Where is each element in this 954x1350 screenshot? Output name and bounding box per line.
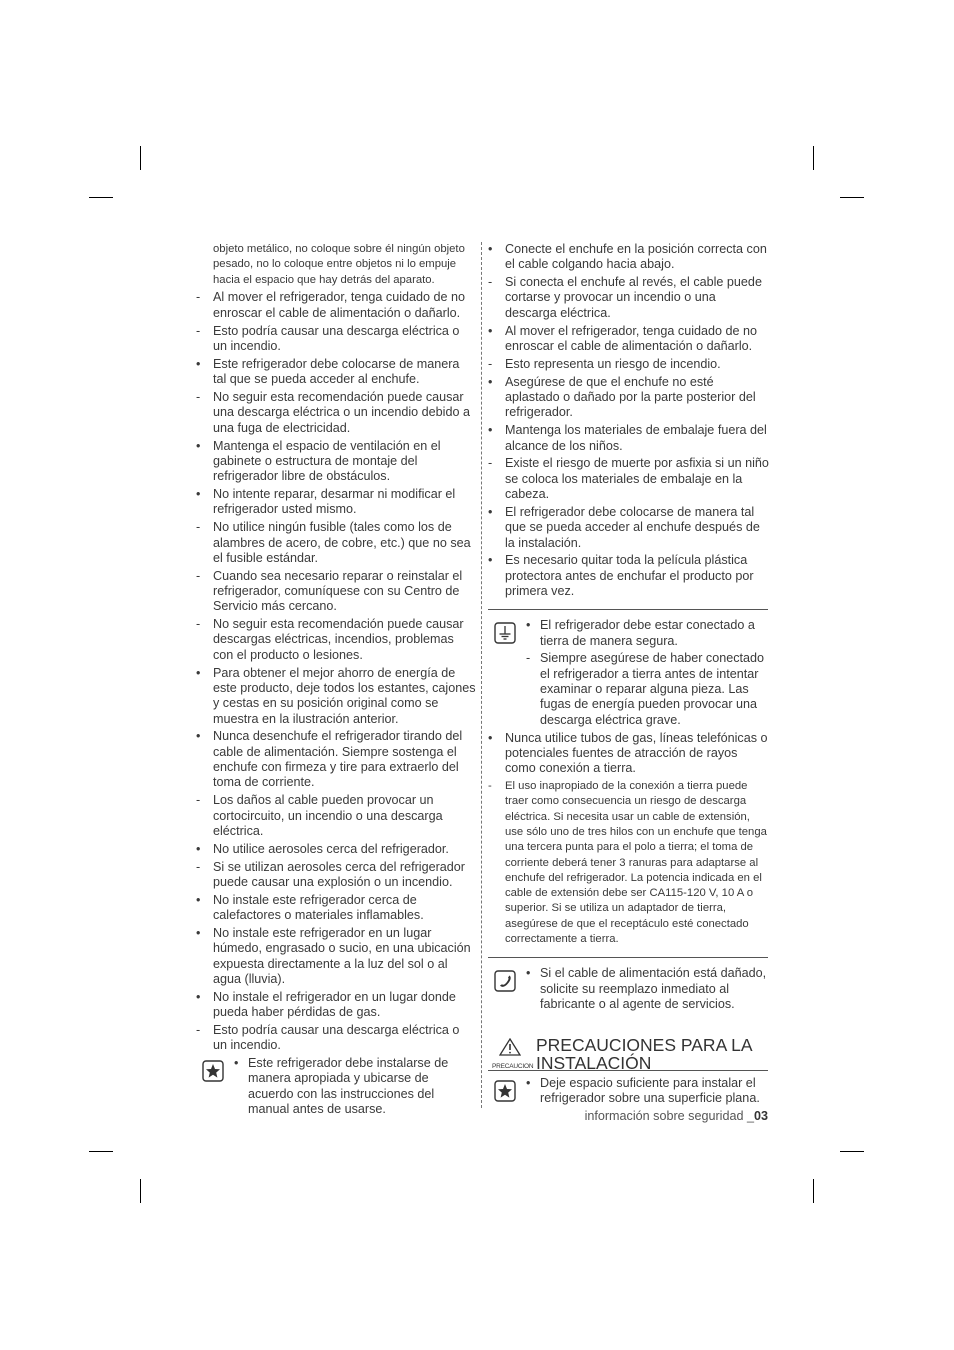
bullet-mark: • (488, 242, 493, 256)
bullet-mark: • (196, 729, 201, 744)
crop-mark (840, 1151, 864, 1152)
list-item-text: objeto metálico, no coloque sobre él ningún objeto pesado, no lo coloque entre objetos ni lo empuje hacia el espacio que hay detrás del aparato. (213, 243, 465, 286)
bullet-mark: • (526, 1076, 531, 1091)
list-item-text: Conecte el enchufe en la posición correcta con el cable colgando hacia abajo. (505, 242, 767, 272)
section-title-line1: PRECAUCIONES PARA LA (536, 1035, 753, 1056)
list-item (196, 290, 476, 321)
list-item-text: Cuando sea necesario reparar o reinstalar el refrigerador, comuníquese con su Centro de Servicio más cercano. (213, 568, 463, 614)
phone-box (488, 966, 770, 1012)
bullet-mark: • (196, 665, 201, 680)
list-item-text: No seguir esta recomendación puede causar una descarga eléctrica o un incendio debido a una fuga de electricidad. (213, 390, 470, 435)
footer-label: información sobre seguridad _ (584, 1109, 754, 1123)
right-item-list (488, 242, 770, 599)
ground-subitem (526, 651, 770, 727)
crop-mark (840, 197, 864, 198)
dash-mark: - (196, 323, 201, 338)
right-column (488, 242, 770, 1109)
section-title (536, 1036, 753, 1072)
bullet-mark: • (488, 374, 493, 389)
crop-mark (813, 1179, 814, 1203)
list-item-text: Asegúrese de que el enchufe no esté aplastado o dañado por la parte posterior del refrigerador. (505, 374, 756, 420)
list-item-text: Esto representa un riesgo de incendio. (505, 356, 721, 371)
list-item-text: El uso inapropiado de la conexión a tierra puede traer como consecuencia un riesgo de descarga eléctrica. Si necesita usar un cable de extensión, use sólo uno de tres hilos con un enchufe que tenga una tercera punta para el polo a tierra; el toma de corriente deberá tener 3 ranuras para adaptarse al enchufe del refrigerador. La potencia indicada en el cable de extensión debe ser CA115-120 V, 10 A o superior. Si se utiliza un adaptador de tierra, asegúrese de que el receptáculo esté conectado correctamente a tierra. (505, 780, 767, 945)
dash-mark: - (196, 390, 201, 405)
ground-text: El refrigerador debe estar conectado a tierra de manera segura. (540, 618, 755, 648)
list-item-text: Nunca utilice tubos de gas, líneas telefónicas o potenciales fuentes de atracción de rayos como conexión a tierra. (505, 730, 768, 776)
dash-mark: - (196, 520, 201, 535)
list-item (196, 439, 476, 485)
list-item-text: Existe el riesgo de muerte por asfixia si un niño se coloca los materiales de embalaje en la cabeza. (505, 456, 769, 502)
bullet-mark: • (196, 487, 201, 502)
note-item (234, 1056, 476, 1117)
list-item (488, 731, 770, 777)
list-item (196, 860, 476, 891)
section-header (488, 1035, 770, 1074)
bullet-mark: • (234, 1056, 239, 1071)
section-rule (488, 609, 768, 610)
dash-mark: - (196, 290, 201, 305)
crop-mark (89, 197, 113, 198)
list-item (196, 666, 476, 727)
list-item-text: No instale este refrigerador cerca de calefactores o materiales inflamables. (213, 892, 424, 923)
phone-icon (494, 970, 516, 992)
bullet-mark: • (196, 841, 201, 856)
install-text: Deje espacio suficiente para instalar el refrigerador sobre una superficie plana. (540, 1076, 760, 1106)
bullet-mark: • (488, 423, 493, 438)
caution-badge (492, 1038, 534, 1075)
bullet-mark: • (526, 618, 531, 633)
list-item (196, 324, 476, 355)
star-note-icon (494, 1080, 516, 1102)
phone-text: Si el cable de alimentación está dañado, solicite su reemplazo inmediato al fabricante o al agente de servicios. (540, 966, 767, 1011)
list-item (488, 505, 770, 551)
list-item-text: Al mover el refrigerador, tenga cuidado de no enroscar el cable de alimentación o dañarlo. (505, 323, 758, 353)
bullet-mark: • (488, 323, 493, 338)
bullet-mark: • (196, 892, 201, 907)
list-item (488, 324, 770, 355)
dash-mark: - (196, 793, 201, 808)
bullet-mark: • (196, 356, 201, 371)
list-item (196, 487, 476, 518)
list-item (488, 375, 770, 421)
star-note-icon (202, 1060, 224, 1082)
dash-mark: - (196, 1022, 201, 1037)
section-rule (488, 957, 768, 958)
list-item (196, 793, 476, 839)
list-item (488, 423, 770, 454)
list-item (196, 990, 476, 1021)
list-item (196, 893, 476, 924)
list-item-text: Mantenga los materiales de embalaje fuera del alcance de los niños. (505, 423, 767, 453)
list-item-text: Para obtener el mejor ahorro de energía de este producto, deje todos los estantes, cajones y cestas en su posición original como se muestra en la ilustración anterior. (213, 665, 476, 726)
crop-mark (140, 146, 141, 170)
list-item (196, 1023, 476, 1054)
list-item-text: No intente reparar, desarmar ni modificar el refrigerador usted mismo. (213, 487, 456, 517)
list-item-text: No seguir esta recomendación puede causar descargas eléctricas, incendios, problemas con el producto o lesiones. (213, 617, 464, 662)
list-item (196, 617, 476, 663)
list-item-text: Mantenga el espacio de ventilación en el gabinete o estructura de montaje del refrigerador libre de obstáculos. (213, 438, 441, 484)
ground-icon (494, 622, 516, 644)
dash-mark: - (196, 568, 201, 583)
list-item-text: No utilice ningún fusible (tales como los de alambres de acero, de cobre, etc.) que no sea el fusible estándar. (213, 520, 471, 565)
bullet-mark: • (196, 925, 201, 940)
dash-mark: - (196, 859, 201, 874)
crop-mark (89, 1151, 113, 1152)
list-item (488, 779, 770, 947)
list-item-text: Si se utilizan aerosoles cerca del refrigerador puede causar una explosión o un incendio. (213, 859, 465, 889)
column-divider (481, 242, 482, 1108)
list-item-text: No utilice aerosoles cerca del refrigerador. (213, 841, 449, 856)
left-column (196, 242, 476, 1120)
list-item (488, 275, 770, 321)
list-item (488, 456, 770, 502)
dash-mark: - (196, 617, 201, 632)
list-item-text: No instale este refrigerador en un lugar húmedo, engrasado o sucio, en una ubicación expuesta directamente a la luz del sol o al agua (lluvia). (213, 925, 471, 986)
list-item-text: Es necesario quitar toda la película plástica protectora antes de enchufar el producto por primera vez. (505, 553, 754, 598)
right-item-list-2 (488, 731, 770, 948)
list-item (196, 357, 476, 388)
list-item (196, 926, 476, 987)
list-item (488, 357, 770, 372)
list-item-text: Los daños al cable pueden provocar un cortocircuito, un incendio o una descarga eléctrica. (213, 793, 443, 838)
dash-mark: - (488, 275, 493, 290)
dash-mark: - (526, 651, 531, 666)
crop-mark (813, 146, 814, 170)
note-text: Este refrigerador debe instalarse de manera apropiada y ubicarse de acuerdo con las instrucciones del manual antes de usarse. (248, 1056, 449, 1117)
ground-subtext: Siempre asegúrese de haber conectado el refrigerador a tierra antes de intentar examinar o reparar alguna pieza. Las fugas de energía pueden provocar una descarga eléctrica grave. (540, 651, 765, 727)
bullet-mark: • (196, 438, 201, 453)
list-item (196, 242, 476, 288)
caution-label: PRECAUCION (492, 1063, 534, 1071)
list-item-text: Al mover el refrigerador, tenga cuidado de no enroscar el cable de alimentación o dañarlo. (213, 290, 466, 320)
section-title-line2: INSTALACIÓN (536, 1053, 652, 1074)
list-item-text: Esto podría causar una descarga eléctrica o un incendio. (213, 1022, 460, 1053)
left-item-list (196, 242, 476, 1054)
install-item (526, 1076, 770, 1107)
list-item (488, 242, 770, 273)
list-item (196, 390, 476, 436)
warning-triangle-icon (499, 1038, 521, 1056)
list-item (196, 569, 476, 615)
list-item-text: El refrigerador debe colocarse de manera tal que se pueda acceder al enchufe después de la instalación. (505, 504, 760, 550)
bullet-mark: • (196, 989, 201, 1004)
list-item (196, 729, 476, 790)
phone-item (526, 966, 770, 1012)
ground-item (526, 618, 770, 649)
list-item-text: No instale el refrigerador en un lugar donde pueda haber pérdidas de gas. (213, 989, 456, 1020)
list-item-text: Si conecta el enchufe al revés, el cable puede cortarse y provocar un incendio o una descarga eléctrica. (505, 275, 762, 320)
ground-box (488, 618, 770, 728)
list-item-text: Nunca desenchufe el refrigerador tirando del cable de alimentación. Siempre sostenga el enchufe con firmeza y tire para extraerlo del toma de corriente. (213, 729, 463, 790)
list-item-text: Este refrigerador debe colocarse de manera tal que se pueda acceder al enchufe. (213, 356, 460, 387)
page-footer (560, 1109, 768, 1123)
list-item (488, 553, 770, 599)
install-box (488, 1076, 770, 1107)
dash-mark: - (488, 780, 492, 793)
bullet-mark: • (526, 966, 531, 981)
dash-mark: - (488, 356, 493, 371)
list-item-text: Esto podría causar una descarga eléctrica o un incendio. (213, 323, 460, 353)
crop-mark (140, 1179, 141, 1203)
bullet-mark: • (488, 504, 493, 519)
page-number: 03 (753, 1109, 768, 1123)
note-box (196, 1056, 476, 1117)
list-item (196, 520, 476, 566)
dash-mark: - (488, 456, 493, 471)
bullet-mark: • (488, 553, 493, 568)
list-item (196, 842, 476, 857)
bullet-mark: • (488, 730, 493, 745)
